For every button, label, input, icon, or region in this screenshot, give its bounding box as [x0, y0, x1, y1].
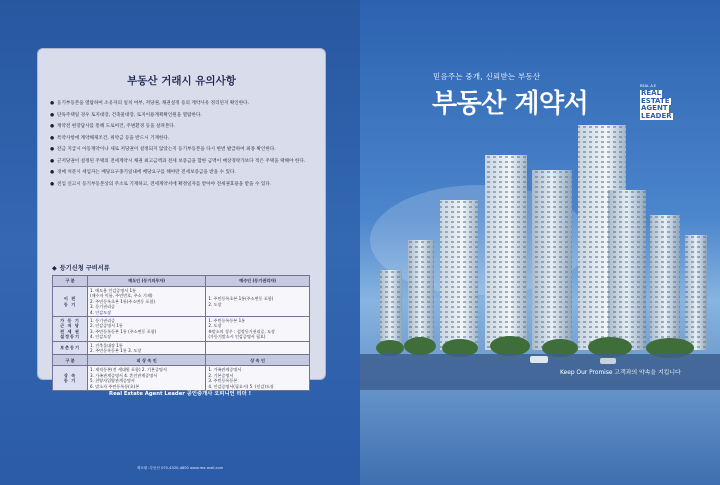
notice-item: ● 등기부등본을 열람하여 소유자의 일치 여부, 저당권, 채권설정 등의 계약사유 정리된지 확인한다.: [50, 101, 250, 106]
page-title: 부동산 계약서: [432, 89, 589, 119]
notice-title: 부동산 거래시 유의사항: [127, 75, 236, 87]
notice-card: [37, 48, 326, 389]
seller-docs: 1. 건축물대장 1통 2. 주민등록등본 1통 3. 도장: [88, 341, 206, 355]
footer-text: 제조원 :부동산 070-4320-4800 www.rea-mall.com: [136, 466, 224, 470]
table-row: [53, 341, 310, 355]
bullet-icon: ●: [50, 112, 55, 118]
seller-docs: 1. 등기권리증 2. 인감증명서 1통 3. 주민등록등본 1통 (주소변동 포함) 4. 인감도장: [88, 317, 206, 342]
notice-list: [50, 101, 316, 193]
row-label: 이 전 등 기: [53, 287, 88, 317]
apartment-complex-illustration: [360, 120, 720, 390]
heir-docs: 1. 가족관계증명서 2. 기본증명서 3. 주민등록등본 4. 인감증명서(필요시) 5. (인감)도장: [206, 366, 310, 391]
table-header-row: [53, 355, 310, 366]
bullet-icon: ●: [50, 124, 55, 129]
notice-item: ● 특약사항에 계약해제조건, 위약금 등을 반드시 기재한다.: [50, 135, 170, 141]
seller-docs: 1. 매도용 인감증명서 1통 (매수자 이름, 주민번호, 주소 기재) 2. 주민등록초본 1통(주소변동 포함) 3. 등기권리증 4. 인감도장: [88, 287, 206, 317]
car-shape: [600, 358, 616, 364]
row-label: 상 속 등 기: [53, 366, 88, 391]
tagline: 믿음주는 중개, 신뢰받는 부동산: [433, 72, 541, 81]
bullet-icon: ●: [50, 170, 55, 175]
car-shape: [530, 356, 548, 363]
logo-small-text: REAL A.E: [640, 84, 657, 88]
left-slogan: Real Estate Agent Leader 공인중개사 오피니언 리더 !: [109, 391, 251, 397]
diamond-icon: ◆: [52, 265, 57, 272]
buyer-docs: 1. 주민등록초본 1통(주소변동 포함) 2. 도장: [206, 287, 310, 317]
row-label: 가 등 기 근 저 당 전 세 권 설정등기: [53, 317, 88, 342]
bullet-icon: ●: [50, 147, 55, 152]
requirements-title: ◆ 등기신청 구비서류: [52, 265, 110, 272]
header-cell: 매수인 (등기권리자): [206, 276, 310, 287]
notice-item: ● 단독주택일 경우 토지대장, 건축물대장, 토지이용계획확인원을 열람한다.: [50, 112, 202, 118]
header-cell: 피 상 속 인: [88, 355, 206, 366]
row-label: 보존등기: [53, 341, 88, 355]
header-cell: 구 분: [53, 355, 88, 366]
header-cell: 매도인 (등기의무자): [88, 276, 206, 287]
notice-item: ● 근저당권이 설정된 주택의 전세계약시 채권 최고금액과 전세 보증금을 합한 금액이 매상경락가보다 적은 주택을 택해야 한다.: [50, 158, 306, 164]
notice-item: ● 전입 신고시 등기부등본상의 주소로 기재하고, 전세계약서에 확정일자를 받아야 전세권효용을 받을 수 있다.: [50, 181, 272, 187]
buyer-docs: 1. 주민등록등본 1통 2. 도장 ※말소의 경우 : 설정등기권리증, 도장 (가등기말소시 인감증명서 필요): [206, 317, 310, 342]
notice-item: ● 경매 처분시 세입자는 배당요구종기일내에 배당요구를 해야만 전세보증금을 받을 수 있다.: [50, 170, 236, 175]
header-cell: 상 속 인: [206, 355, 310, 366]
main-towers: [440, 125, 646, 350]
rea-logo: REAL ESTATE AGENT LEADER: [641, 89, 672, 120]
table-row: [53, 317, 310, 342]
notice-item: ● 잔금 지급시 아동계약이나 새로 저당권이 설정되지 않았는지 등기부등본을 다시 한번 발급하여 최종 확인한다.: [50, 147, 276, 152]
bullet-icon: ●: [50, 181, 55, 187]
bullet-icon: ●: [50, 101, 55, 106]
header-cell: 구 분: [53, 276, 88, 287]
buyer-docs: [206, 341, 310, 355]
table-row: [53, 366, 310, 391]
decedent-docs: 1. 제적등본(전 세대원 포함) 2. 기본증명서 3. 가족관계증명서 4. 혼인관계증명서 5. 친양자입양관계증명서 6. 말소자 주민등록등(초)본: [88, 366, 206, 391]
bullet-icon: ●: [50, 158, 55, 164]
requirements-table: [52, 275, 310, 391]
table-header-row: [53, 276, 310, 287]
bullet-icon: ●: [50, 135, 55, 141]
notice-item: ● 계약전 현장답사를 통해 도로여건, 주변환경 등을 살펴본다.: [50, 124, 176, 129]
table-row: [53, 287, 310, 317]
promise-slogan: Keep Our Promise 고객과의 약속을 지킵니다: [560, 370, 681, 376]
